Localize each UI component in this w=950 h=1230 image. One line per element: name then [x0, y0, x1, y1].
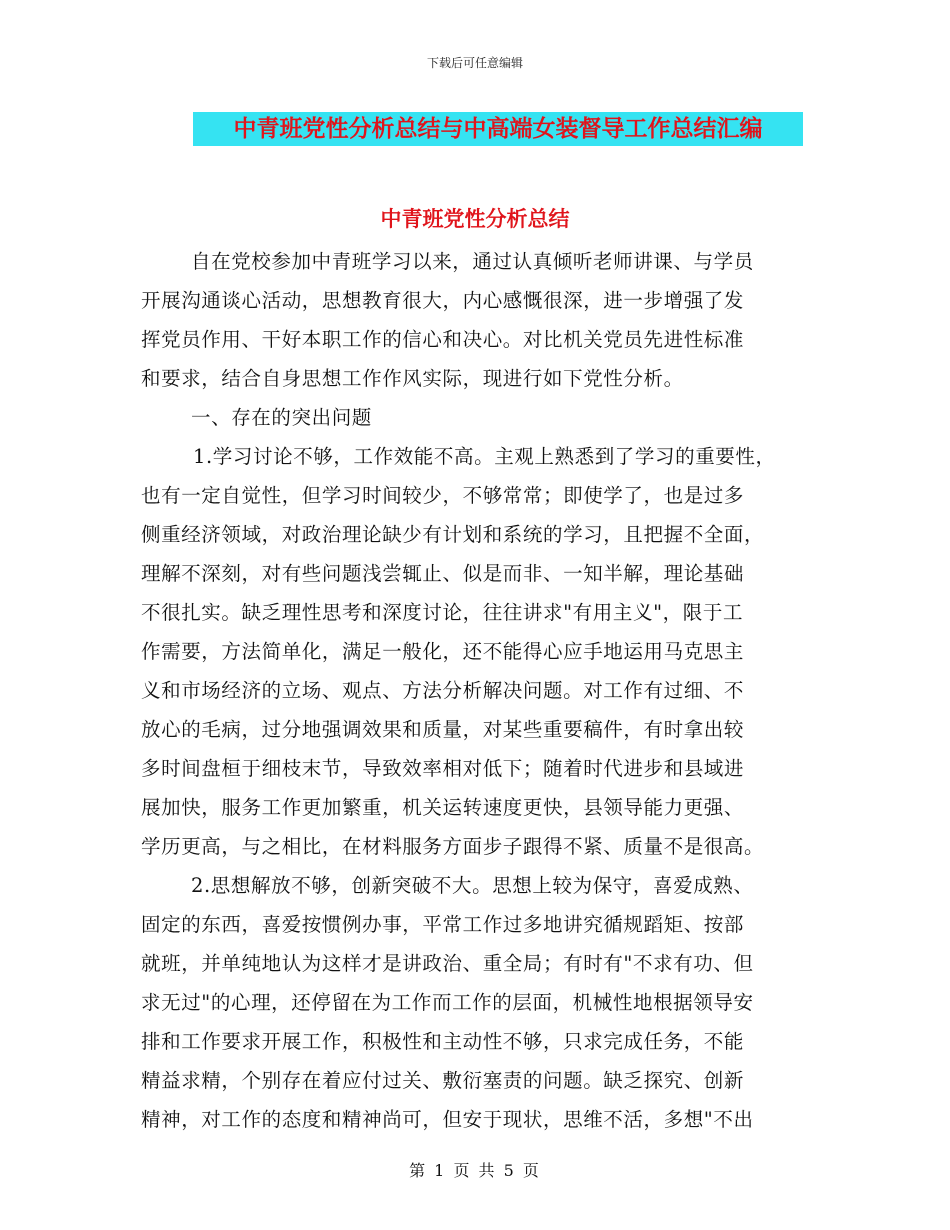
main-title: 中青班党性分析总结与中高端女装督导工作总结汇编 [233, 115, 763, 142]
paragraph-line: 自在党校参加中青班学习以来，通过认真倾听老师讲课、与学员 [191, 250, 754, 273]
page-number-footer: 第 1 页 共 5 页 [409, 1161, 541, 1180]
paragraph-line: 多时间盘桓于细枝末节，导致效率相对低下；随着时代进步和县域进 [141, 757, 745, 780]
paragraph-line: 理解不深刻，对有些问题浅尝辄止、似是而非、一知半解，理论基础 [141, 562, 745, 585]
section-heading-line: 一、存在的突出问题 [191, 406, 372, 429]
paragraph-line: 就班，并单纯地认为这样才是讲政治、重全局；有时有"不求有功、但 [141, 952, 754, 975]
paragraph-line: 侧重经济领域，对政治理论缺少有计划和系统的学习，且把握不全面， [141, 523, 765, 546]
paragraph-line: 展加快，服务工作更加繁重，机关运转速度更快，县领导能力更强、 [141, 796, 745, 819]
header-note: 下载后可任意编辑 [426, 56, 523, 70]
paragraph-line: 固定的东西，喜爱按惯例办事，平常工作过多地讲究循规蹈矩、按部 [141, 913, 745, 936]
paragraph-line: 1.学习讨论不够，工作效能不高。主观上熟悉到了学习的重要性， [193, 445, 776, 468]
paragraph-line: 学历更高，与之相比，在材料服务方面步子跟得不紧、质量不是很高。 [141, 835, 765, 858]
paragraph-line: 和要求，结合自身思想工作作风实际，现进行如下党性分析。 [141, 367, 684, 390]
paragraph-line: 排和工作要求开展工作，积极性和主动性不够，只求完成任务，不能 [141, 1030, 745, 1053]
paragraph-line: 作需要，方法简单化，满足一般化，还不能得心应手地运用马克思主 [141, 640, 745, 663]
paragraph-line: 也有一定自觉性，但学习时间较少，不够常常；即使学了，也是过多 [141, 484, 745, 507]
body-text [141, 242, 809, 1139]
paragraph-line: 不很扎实。缺乏理性思考和深度讨论，往往讲求"有用主义"，限于工 [141, 601, 744, 624]
paragraph-line: 义和市场经济的立场、观点、方法分析解决问题。对工作有过细、不 [141, 679, 745, 702]
paragraph-line: 放心的毛病，过分地强调效果和质量，对某些重要稿件，有时拿出较 [141, 718, 745, 741]
paragraph-line: 开展沟通谈心活动，思想教育很大，内心感慨很深，进一步增强了发 [141, 289, 745, 312]
paragraph-line: 精益求精，个别存在着应付过关、敷衍塞责的问题。缺乏探究、创新 [141, 1069, 745, 1092]
paragraph-line: 求无过"的心理，还停留在为工作而工作的层面，机械性地根据领导安 [141, 991, 754, 1014]
paragraph-line: 精神，对工作的态度和精神尚可，但安于现状，思维不活，多想"不出 [141, 1108, 754, 1131]
main-title-highlight [193, 112, 803, 146]
section-title: 中青班党性分析总结 [380, 206, 570, 231]
paragraph-line: 2.思想解放不够，创新突破不大。思想上较为保守，喜爱成熟、 [191, 874, 754, 897]
paragraph-line: 挥党员作用、干好本职工作的信心和决心。对比机关党员先进性标准 [141, 328, 745, 351]
